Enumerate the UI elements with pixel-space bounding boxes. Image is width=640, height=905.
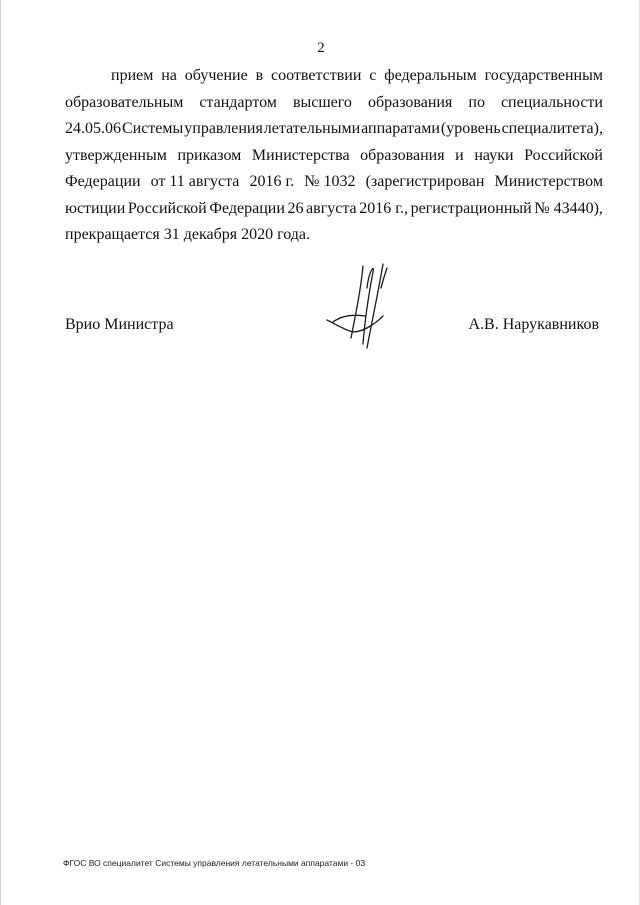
body-word: и	[455, 146, 464, 164]
body-word: от 11 августа	[150, 173, 240, 190]
body-line	[65, 68, 603, 95]
body-word: 2016 г.,	[359, 199, 408, 217]
body-word: науки	[474, 146, 514, 164]
body-word: августа	[306, 199, 357, 217]
body-word: обучение	[184, 67, 248, 84]
body-word: 2016 г.	[249, 173, 295, 190]
body-word: образования	[360, 146, 445, 164]
body-line	[65, 148, 603, 175]
body-word: стандартом	[199, 93, 277, 111]
body-word: прекращается 31 декабря 2020 года.	[65, 226, 311, 243]
signature-image	[323, 258, 403, 358]
body-line	[65, 227, 603, 254]
body-word: (уровень	[440, 120, 501, 137]
body-word: соответствии	[271, 67, 362, 84]
body-word: приказом	[177, 146, 242, 164]
body-word: государственным	[484, 67, 603, 84]
body-word: регистрационный	[410, 199, 532, 217]
signatory-title: Врио Министра	[65, 316, 174, 333]
body-word: Системы	[121, 120, 184, 137]
body-word: управления	[184, 120, 263, 137]
body-word: (зарегистрирован	[365, 173, 485, 190]
body-word: по	[468, 93, 485, 111]
body-word: высшего	[292, 93, 352, 111]
body-word: Российской	[524, 146, 603, 164]
body-paragraph	[65, 68, 603, 254]
body-word: Федерации	[65, 173, 141, 190]
body-word: № 1032	[304, 173, 356, 190]
body-word: Федерации	[209, 199, 285, 217]
body-word: Российской	[127, 199, 207, 217]
body-word: федеральным	[384, 67, 477, 84]
body-word: специалитета),	[501, 120, 603, 137]
body-word: аппаратами	[361, 120, 440, 137]
body-word: летательными	[263, 120, 361, 137]
body-word: прием	[111, 67, 154, 84]
body-word: образования	[367, 93, 453, 111]
body-word: в	[255, 67, 264, 84]
body-word: Министерством	[494, 173, 603, 190]
body-word: образовательным	[65, 93, 184, 111]
body-word: Министерства	[251, 146, 350, 164]
body-word: специальности	[500, 93, 603, 111]
body-line	[65, 121, 603, 148]
body-word: № 43440),	[534, 199, 603, 217]
body-word: 26	[287, 199, 304, 217]
body-line	[65, 201, 603, 228]
body-word: 24.05.06	[65, 120, 121, 137]
body-word: на	[161, 67, 177, 84]
body-line	[65, 174, 603, 201]
body-word: утвержденным	[65, 146, 167, 164]
body-word: юстиции	[65, 199, 126, 217]
page-number: 2	[317, 40, 325, 56]
body-line	[65, 95, 603, 122]
footer-note: ФГОС ВО специалитет Системы управления летательными аппаратами - 03	[63, 858, 366, 868]
body-word: с	[369, 67, 377, 84]
signatory-name: А.В. Нарукавников	[468, 316, 599, 333]
